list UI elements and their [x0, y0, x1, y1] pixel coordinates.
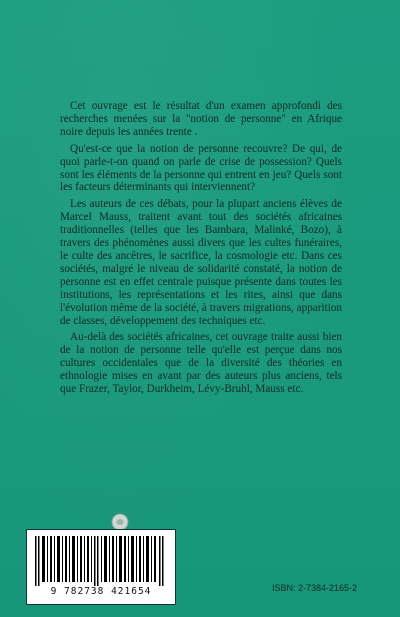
- blurb-text: [60, 100, 342, 400]
- barcode: [26, 529, 176, 605]
- barcode-bars: [35, 536, 167, 586]
- barcode-digits: 9 782738 421654: [50, 586, 152, 597]
- isbn-label: ISBN: 2-7384-2165-2: [272, 583, 358, 593]
- blurb-paragraph-4: Au-delà des sociétés africaines, cet ouvrage traite aussi bien de la notion de personne telle qu'elle est perçue dans nos cultures occidentales que de la diversité des théories en ethnologie mises en avant par des auteurs plus anciens, tels que Frazer, Taylor, Durkheim, Lévy-Bruhl, Mauss etc.: [60, 331, 342, 396]
- blurb-paragraph-2: Qu'est-ce que la notion de personne recouvre? De qui, de quoi parle-t-on quand on parle de crise de possession? Quels sont les éléments de la personne qui entrent en jeu? Quels sont les facteurs déterminants qui interviennent?: [60, 142, 342, 194]
- blurb-paragraph-1: Cet ouvrage est le résultat d'un examen approfondi des recherches menées sur la "notion de personne" en Afrique noire depuis les années trente .: [60, 100, 342, 138]
- blurb-paragraph-3: Les auteurs de ces débats, pour la plupart anciens élèves de Marcel Mauss, traitent avant tout des sociétés africaines traditionnelles (telles que les Bambara, Malinké, Bozo), à travers des phénomènes aussi divers que les cultes funéraires, le culte des ancêtres, le sacrifice, la cosmologie etc. Dans ces sociétés, malgré le niveau de solidarité constaté, la notion de personne est en effet centrale puisque présente dans toutes les institutions, les représentations et les rites, ainsi que dans l'évolution même de la société, à travers migrations, apparition de classes, développement des techniques etc.: [60, 198, 342, 327]
